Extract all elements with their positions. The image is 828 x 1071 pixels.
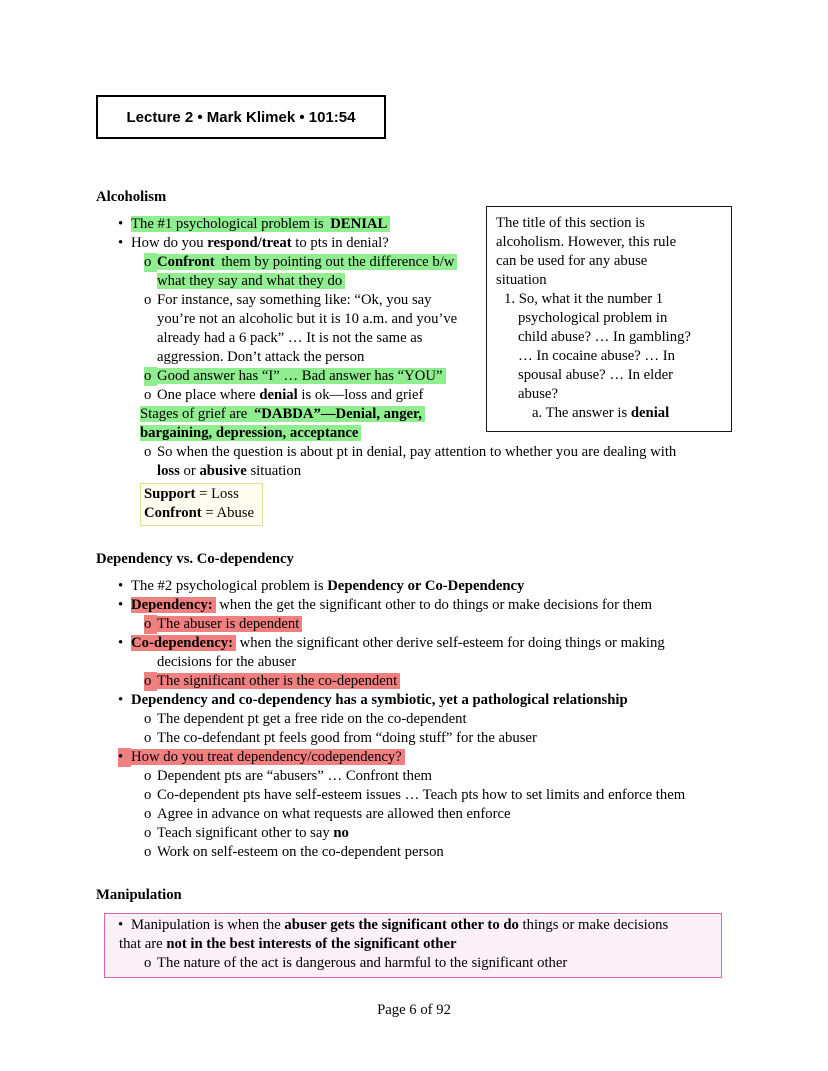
bullet-line: [96, 748, 816, 767]
text-segment: = Abuse: [201, 505, 255, 521]
bullet-line: [96, 596, 816, 615]
highlighted-text: Confront: [157, 254, 218, 270]
sidebox-line: [496, 233, 722, 252]
text-segment: So when the question is about pt in denial, pay attention to whether you are dealing with: [157, 444, 677, 460]
bold-text: denial: [630, 405, 670, 421]
lecture-header-box: [96, 95, 386, 139]
text-segment: a. The answer is: [532, 405, 631, 421]
sidebox-line: [496, 309, 722, 328]
bullet-line: [96, 824, 816, 843]
bold-text: Support: [144, 486, 196, 502]
text-segment: you’re not an alcoholic but it is 10 a.m. and you’ve: [157, 311, 458, 327]
text-segment: psychological problem in: [518, 310, 668, 326]
circle-marker: o: [144, 768, 152, 784]
sidebox-line: [496, 385, 722, 404]
text-segment: Work on self-esteem on the co-dependent person: [157, 844, 444, 860]
sidebox-line: [496, 290, 722, 309]
bold-text: loss: [157, 463, 180, 479]
section-heading: Alcoholism: [96, 189, 167, 205]
text-segment: when the get the significant other to do things or make decisions for them: [215, 597, 653, 613]
bullet-line: [105, 954, 719, 973]
text-segment: decisions for the abuser: [157, 654, 297, 670]
highlighted-text: The #1 psychological problem is: [131, 216, 330, 232]
sidebox-line: [496, 252, 722, 271]
section: [96, 550, 816, 862]
section-heading: Manipulation: [96, 887, 182, 903]
bold-text: abusive: [199, 463, 247, 479]
yellowbox-line: [144, 485, 254, 504]
highlighted-text: them by pointing out the difference b/w: [218, 254, 458, 270]
sidebox-line: [496, 328, 722, 347]
bullet-marker: •: [118, 578, 124, 594]
circle-marker: o: [144, 844, 152, 860]
bullet-line: [96, 634, 816, 653]
bold-text: no: [333, 825, 349, 841]
bullet-line: [96, 615, 816, 634]
bold-text: denial: [259, 387, 298, 403]
circle-marker: o: [144, 787, 152, 803]
circle-marker: o: [144, 711, 152, 727]
circle-marker: o: [144, 955, 152, 971]
bullet-line: [96, 672, 816, 691]
highlighted-text: The significant other is the co-dependent: [157, 673, 400, 689]
text-segment: Teach significant other to say: [157, 825, 334, 841]
bold-text: respond/treat: [207, 235, 292, 251]
continuation-line: [105, 935, 719, 954]
highlighted-text: Dependency:: [131, 597, 216, 613]
sidebox-line: [496, 271, 722, 290]
circle-marker: o: [144, 367, 157, 386]
text-segment: is ok—loss and grief: [297, 387, 424, 403]
highlighted-text: Co-dependency:: [131, 635, 236, 651]
text-segment: The title of this section is: [496, 215, 645, 231]
text-segment: situation: [246, 463, 302, 479]
bullet-marker: •: [118, 692, 124, 708]
continuation-line: [96, 462, 816, 481]
loss-vs-abuse-box: [140, 483, 263, 526]
bold-text: Dependency or Co-Dependency: [327, 578, 525, 594]
bullet-marker: •: [118, 216, 124, 232]
highlighted-text: DENIAL: [330, 216, 390, 232]
section-heading: Dependency vs. Co-dependency: [96, 551, 294, 567]
page-number: Page 6 of 92: [377, 1002, 451, 1018]
manipulation-box: [104, 913, 722, 978]
text-segment: The #2 psychological problem is: [131, 578, 328, 594]
circle-marker: o: [144, 253, 157, 272]
bullet-line: [96, 691, 816, 710]
text-segment: alcoholism. However, this rule: [496, 234, 677, 250]
bullet-line: [96, 805, 816, 824]
bold-text: not in the best interests of the significant other: [166, 936, 457, 952]
highlighted-text: Stages of grief are: [140, 406, 254, 422]
text-segment: or: [179, 463, 200, 479]
text-segment: How do you: [131, 235, 208, 251]
highlighted-text: what they say and what they do: [157, 273, 345, 289]
highlighted-text: The abuser is dependent: [157, 616, 302, 632]
text-segment: spousal abuse? … In elder: [518, 367, 673, 383]
text-segment: situation: [496, 272, 547, 288]
bullet-line: [96, 843, 816, 862]
bold-text: Dependency and co-dependency has a symbiotic, yet a pathological relationship: [131, 692, 628, 708]
sidebox-line: [496, 347, 722, 366]
circle-marker: o: [144, 730, 152, 746]
text-segment: aggression. Don’t attack the person: [157, 349, 365, 365]
bold-text: abuser gets the significant other to do: [284, 917, 519, 933]
bold-text: Confront: [144, 505, 202, 521]
circle-marker: o: [144, 444, 152, 460]
bullet-line: [96, 577, 816, 596]
sidebox-line: [496, 214, 722, 233]
circle-marker: o: [144, 292, 152, 308]
circle-marker: o: [144, 672, 157, 691]
text-segment: abuse?: [518, 386, 558, 402]
circle-marker: o: [144, 387, 152, 403]
bullet-line: [96, 786, 816, 805]
text-segment: Co-dependent pts have self-esteem issues … Teach pts how to set limits and enforce them: [157, 787, 686, 803]
side-note-box: [486, 206, 732, 432]
circle-marker: o: [144, 806, 152, 822]
continuation-line: [96, 653, 816, 672]
bullet-line: [96, 729, 816, 748]
text-segment: For instance, say something like: “Ok, you say: [157, 292, 432, 308]
circle-marker: o: [144, 615, 157, 634]
text-segment: One place where: [157, 387, 260, 403]
text-segment: when the significant other derive self-esteem for doing things or making: [236, 635, 665, 651]
text-segment: The co-defendant pt feels good from “doing stuff” for the abuser: [157, 730, 537, 746]
text-segment: Manipulation is when the: [131, 917, 285, 933]
text-segment: The dependent pt get a free ride on the co-dependent: [157, 711, 467, 727]
circle-marker: o: [144, 825, 152, 841]
sidebox-line: [496, 366, 722, 385]
text-segment: already had a 6 pack” … It is not the same as: [157, 330, 423, 346]
bullet-marker: •: [118, 748, 131, 767]
yellowbox-line: [144, 504, 254, 523]
bullet-line: [96, 767, 816, 786]
highlighted-text: bargaining, depression, acceptance: [140, 425, 361, 441]
bullet-marker: •: [118, 635, 124, 651]
highlighted-text: How do you treat dependency/codependency?: [131, 749, 405, 765]
text-segment: that are: [119, 936, 167, 952]
bullet-marker: •: [118, 597, 124, 613]
text-segment: can be used for any abuse: [496, 253, 648, 269]
sidebox-line: [496, 404, 722, 423]
bullet-marker: •: [118, 235, 124, 251]
text-segment: The nature of the act is dangerous and harmful to the significant other: [157, 955, 568, 971]
bullet-line: [96, 443, 816, 462]
bullet-line: [96, 710, 816, 729]
section: [96, 886, 816, 978]
text-segment: Agree in advance on what requests are allowed then enforce: [157, 806, 511, 822]
text-segment: = Loss: [195, 486, 239, 502]
highlighted-text: “DABDA”—Denial, anger,: [254, 406, 425, 422]
text-segment: 1. So, what it the number 1: [504, 291, 664, 307]
bullet-marker: •: [118, 917, 124, 933]
text-segment: Dependent pts are “abusers” … Confront them: [157, 768, 432, 784]
highlighted-text: Good answer has “I” … Bad answer has “YOU”: [157, 368, 446, 384]
text-segment: child abuse? … In gambling?: [518, 329, 691, 345]
lecture-title: Lecture 2 • Mark Klimek • 101:54: [126, 108, 356, 126]
bullet-line: [105, 916, 719, 935]
text-segment: things or make decisions: [518, 917, 669, 933]
text-segment: … In cocaine abuse? … In: [518, 348, 676, 364]
text-segment: to pts in denial?: [291, 235, 389, 251]
